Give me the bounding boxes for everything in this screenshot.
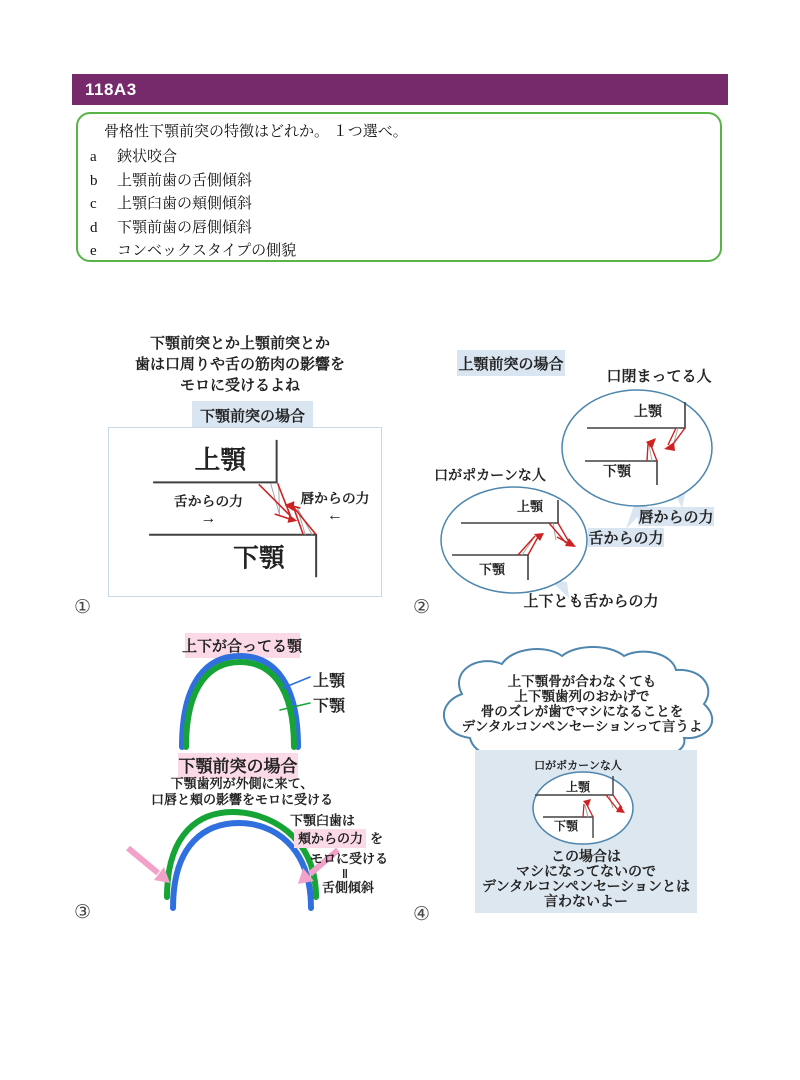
tongue-force-arrow: → xyxy=(200,509,217,527)
intro-line-3: モロに受けるよね xyxy=(179,377,300,394)
upper-jaw-label: 上顎 xyxy=(565,780,591,794)
cloud-line-3: 骨のズレが歯でマシになることを xyxy=(480,704,684,719)
lower-jaw-label: 下顎 xyxy=(478,562,506,577)
molar-note-particle: を xyxy=(370,831,384,846)
question-code: 118A3 xyxy=(85,80,137,99)
both-tongue-force-label: 上下とも舌からの力 xyxy=(523,593,659,610)
intro-text xyxy=(90,333,390,396)
cloud-line-2: 上下顎歯列のおかげで xyxy=(514,689,650,704)
lip-force-arrow: ← xyxy=(327,506,343,524)
question-stem: 骨格性下顎前突の特徴はどれか。 １つ選べ。 xyxy=(104,124,408,140)
lower-jaw-label: 下顎 xyxy=(233,544,285,573)
option-text: 下顎前歯の唇側傾斜 xyxy=(117,219,253,236)
intro-line-1: 下顎前突とか上顎前突とか xyxy=(149,335,330,352)
molar-note-line-3: 舌側傾斜 xyxy=(322,880,375,895)
open-mouth-label: 口がポカーンな人 xyxy=(434,467,546,483)
circled-number-4: ④ xyxy=(413,903,431,925)
panel-3 xyxy=(70,620,410,930)
panel-1 xyxy=(70,325,400,625)
upper-jaw-label: 上顎 xyxy=(194,446,246,475)
note-line-3: デンタルコンペンセーションとは xyxy=(481,878,691,894)
jaw-diagram-mandibular-protrusion xyxy=(108,427,382,597)
question-box xyxy=(76,112,722,262)
cloud-line-1: 上下顎骨が合わなくても xyxy=(507,674,657,689)
molar-note-line-1: 下顎臼歯は xyxy=(290,813,356,828)
equals-sign: ‖ xyxy=(342,867,348,881)
lower-jaw-label: 下顎 xyxy=(553,819,579,833)
case-label-maxillary: 上顎前突の場合 xyxy=(458,356,564,373)
protrusion-label: 下顎前突の場合 xyxy=(178,757,298,776)
circled-number-1: ① xyxy=(74,596,92,618)
note-line-4: 言わないよー xyxy=(544,893,628,909)
cheek-force-arrow-left xyxy=(128,848,170,883)
question-header xyxy=(72,74,728,105)
upper-jaw-label: 上顎 xyxy=(516,499,544,514)
option-row-a xyxy=(90,146,702,170)
option-text: 上顎臼歯の頬側傾斜 xyxy=(117,196,253,213)
lip-force-label: 唇からの力 xyxy=(300,490,370,507)
option-row-b xyxy=(90,170,702,194)
option-row-e xyxy=(90,240,702,264)
open-mouth-ellipse xyxy=(441,487,587,593)
cheek-force-highlight: 頬からの力 xyxy=(298,831,364,846)
option-letter: b xyxy=(90,172,98,189)
closed-mouth-label: 口閉まってる人 xyxy=(606,368,712,385)
intro-line-2: 歯は口周りや舌の筋肉の影響を xyxy=(134,356,345,373)
lower-jaw-label: 下顎 xyxy=(603,463,631,479)
protrusion-desc-2: 口唇と頬の影響をモロに受ける xyxy=(150,792,334,807)
upper-jaw-label: 上顎 xyxy=(634,403,662,419)
molar-note-line-2: モロに受ける xyxy=(310,851,389,866)
open-mouth-label: 口がポカーンな人 xyxy=(534,760,622,772)
circled-number-3: ③ xyxy=(74,901,92,923)
matched-arch-diagram xyxy=(182,656,310,747)
case-label-mandibular: 下顎前突の場合 xyxy=(192,401,313,430)
upper-jaw-label: 上顎 xyxy=(313,673,346,690)
panel-4 xyxy=(410,640,750,930)
option-text: 鋏状咬合 xyxy=(117,149,178,165)
option-text: 上顎前歯の舌側傾斜 xyxy=(117,172,253,189)
tongue-force-label: 舌からの力 xyxy=(173,493,244,510)
lip-force-label: 唇からの力 xyxy=(638,509,714,526)
protrusion-desc-1: 下顎歯列が外側に来て、 xyxy=(170,776,314,791)
cloud-line-4: デンタルコンペンセーションって言うよ xyxy=(461,719,703,734)
option-letter: a xyxy=(90,149,97,165)
note-line-2: マシになってないので xyxy=(516,863,656,879)
option-text: コンベックスタイプの側貌 xyxy=(117,243,297,260)
option-letter: e xyxy=(90,243,97,260)
tongue-force-label: 舌からの力 xyxy=(588,530,664,547)
matched-jaw-label: 上下が合ってる顎 xyxy=(181,638,303,655)
circled-number-2: ② xyxy=(413,596,431,618)
panel-2 xyxy=(410,330,750,620)
option-row-d xyxy=(90,217,702,241)
lower-jaw-label: 下顎 xyxy=(313,698,346,715)
option-row-c xyxy=(90,193,702,217)
option-letter: c xyxy=(90,196,97,213)
note-line-1: この場合は xyxy=(551,848,621,864)
option-letter: d xyxy=(90,219,98,236)
